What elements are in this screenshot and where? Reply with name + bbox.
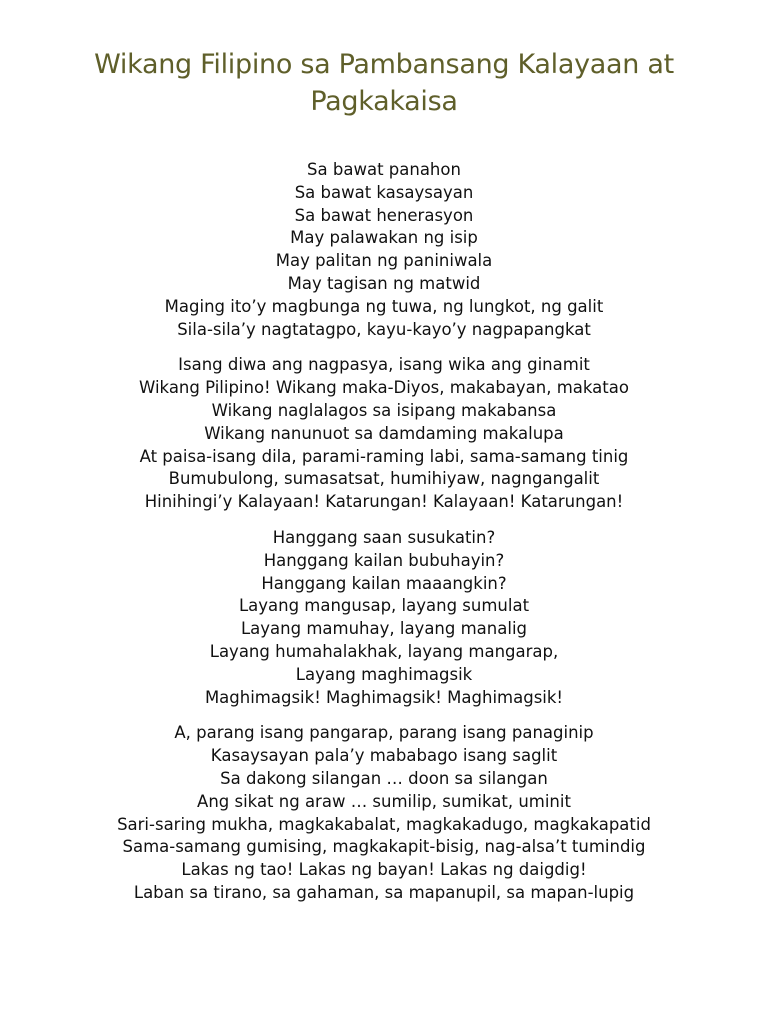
stanza-4: [20, 722, 748, 904]
poem-line: Hanggang kailan maaangkin?: [261, 573, 507, 593]
poem-line: Sa dakong silangan … doon sa silangan: [220, 768, 548, 788]
poem-line: Hanggang saan susukatin?: [272, 527, 496, 547]
poem-line: Sila-sila’y nagtatagpo, kayu-kayo’y nagpapangkat: [177, 319, 591, 339]
stanza-1: [20, 159, 748, 341]
poem-title: [40, 46, 728, 120]
poem-line: Layang mamuhay, layang manalig: [240, 619, 528, 639]
stanza-2: [20, 354, 748, 514]
poem-line: May tagisan ng matwid: [287, 273, 481, 293]
poem-line: Maging ito’y magbunga ng tuwa, ng lungkot, ng galit: [164, 296, 604, 316]
poem-line: Layang maghimagsik: [295, 664, 473, 684]
poem-line: Kasaysayan pala’y mababago isang saglit: [210, 746, 558, 766]
poem-line: Hanggang kailan bubuhayin?: [263, 550, 505, 570]
poem-line: Ang sikat ng araw … sumilip, sumikat, uminit: [197, 791, 571, 811]
title-line: Pagkakaisa: [310, 86, 458, 117]
poem-line: At paisa-isang dila, parami-raming labi, sama-samang tinig: [139, 446, 629, 466]
poem-line: Laban sa tirano, sa gahaman, sa mapanupil, sa mapan-lupig: [133, 882, 635, 902]
stanza-3: [20, 527, 748, 709]
poem-line: Bumubulong, sumasatsat, humihiyaw, nagngangalit: [168, 469, 600, 489]
poem-line: Lakas ng tao! Lakas ng bayan! Lakas ng daigdig!: [181, 860, 587, 880]
poem-line: A, parang isang pangarap, parang isang panaginip: [174, 723, 594, 743]
poem-line: Sa bawat kasaysayan: [294, 182, 474, 202]
poem-line: May palitan ng paniniwala: [275, 251, 493, 271]
poem-line: Sari-saring mukha, magkakabalat, magkakadugo, magkakapatid: [117, 814, 651, 834]
title-line: Wikang Filipino sa Pambansang Kalayaan at: [94, 49, 674, 80]
poem-line: Sama-samang gumising, magkakapit-bisig, nag-alsa’t tumindig: [122, 837, 646, 857]
poem-line: Sa bawat henerasyon: [294, 205, 474, 225]
poem-line: Wikang nanunuot sa damdaming makalupa: [204, 423, 564, 443]
poem-line: Sa bawat panahon: [307, 160, 461, 179]
poem-line: May palawakan ng isip: [290, 228, 478, 248]
poem-line: Maghimagsik! Maghimagsik! Maghimagsik!: [204, 687, 564, 707]
poem-line: Layang humahalakhak, layang mangarap,: [209, 641, 559, 661]
poem-body: [20, 159, 748, 918]
poem-line: Hinihingi’y Kalayaan! Katarungan! Kalayaan! Katarungan!: [144, 492, 624, 512]
poem-line: Layang mangusap, layang sumulat: [238, 596, 530, 616]
poem-line: Wikang naglalagos sa isipang makabansa: [211, 400, 557, 420]
poem-line: Wikang Pilipino! Wikang maka-Diyos, makabayan, makatao: [139, 378, 629, 398]
poem-line: Isang diwa ang nagpasya, isang wika ang ginamit: [178, 355, 590, 375]
